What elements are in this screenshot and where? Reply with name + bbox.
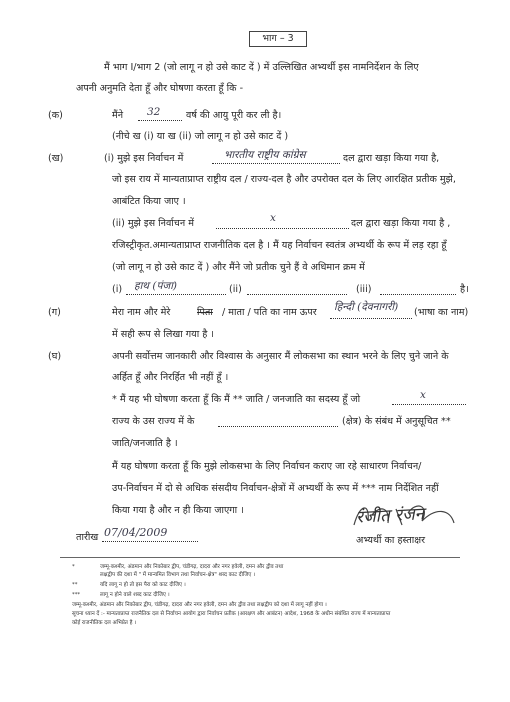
clause-ga-line-2: में सही रूप से लिखा गया है ।: [112, 329, 215, 340]
symbol-2-dotted-line: [247, 294, 347, 295]
kha-ii-post: दल द्वारा खड़ा किया गया है ,: [351, 218, 451, 229]
footnote-text: लक्षद्वीप की दशा में " में मान्यमित विभाग तथा निर्वाचन-क्षेत्र" शब्द काट दीजिए ।: [100, 572, 256, 578]
footnote-text: जम्मू-कश्मीर, अंडमान और निकोबार द्वीप, चंडीगढ़, दादरा और नगर हवेली, दमन और द्वीव तथा: [100, 564, 284, 570]
gha-line-4-pre: राज्य के उस राज्य में के: [112, 416, 195, 427]
struck-father-word: पिता: [197, 307, 213, 318]
intro-line-1: मैं भाग I/भाग 2 (जो लागू न हो उसे काट दें ) में उल्लिखित अभ्यर्थी इस नामनिर्देशन के लिए: [104, 62, 419, 73]
symbol-1-dotted-line: [126, 294, 226, 295]
clause-ga-post: (भाषा का नाम): [414, 307, 469, 318]
gha-line-3: * मैं यह भी घोषणा करता हूँ कि मैं ** जाति / जनजाति का सदस्य हूँ जो: [112, 394, 361, 405]
kha-ii-cross: x: [270, 212, 276, 224]
clause-ga-mid: / माता / पति का नाम ऊपर: [222, 307, 317, 318]
footnote-text: जम्मू-कश्मीर, अंडमान और निकोबार द्वीप, चंडीगढ़, दादरा और नगर हवेली, दमन और द्वीव तथा लक्षद्वीप को दशा में लागू नहीं होगा ।: [72, 602, 327, 608]
date-label: तारीख: [76, 532, 99, 543]
footnote-text: यदि लागू न हो तो इस पैरा को काट दीजिए ।: [100, 582, 186, 588]
candidate-signature: रंजीत रंजन: [355, 504, 425, 528]
date-value: 07/04/2009: [104, 526, 168, 539]
gha-line-7: उप-निर्वाचन में दो से अधिक संसदीय निर्वाचन-क्षेत्रों में अभ्यर्थी के रूप में *** नाम निर्देशित नहीं: [112, 483, 439, 494]
kha-i-post: दल द्वारा खड़ा किया गया है,: [343, 153, 440, 164]
gha-line-1: अपनी सर्वोत्तम जानकारी और विश्वास के अनुसार मैं लोकसभा का स्थान भरने के लिए चुने जाने के: [112, 351, 449, 362]
footnote-mark: *: [72, 564, 75, 570]
clause-kha-marker: (ख): [48, 153, 64, 164]
clause-gha-marker: (घ): [48, 351, 62, 362]
kha-i-pre: (i) मुझे इस निर्वाचन में: [104, 153, 184, 164]
clause-ga-pre: मेरा नाम और मेरे: [112, 307, 171, 318]
kha-i-line-3: आबंटित किया जाए ।: [112, 196, 186, 207]
gha-line-6: मैं यह घोषणा करता हूँ कि मुझे लोकसभा के लिए निर्वाचन कराए जा रहे साधारण निर्वाचन/: [112, 461, 422, 472]
kha-note: (नीचे ख (i) या ख (ii) जो लागू न हो उसे काट दें ): [112, 131, 289, 142]
kha-i-line-2: जो इस राय में मान्यताप्राप्त राष्ट्रीय दल / राज्य-दल है और उपरोक्त दल के लिए आरक्षित प्रतीक मुझे,: [112, 174, 456, 185]
intro-line-2: अपनी अनुमति देता हूँ और घोषणा करता हूँ कि -: [76, 83, 244, 94]
caste-cross: x: [420, 389, 426, 401]
footnote-text: सूचना ध्यान दें :- मान्यताप्राप्त राजनैतिक दल से निर्वाचन आयोग द्वारा निर्वाचन प्रतीक (आरक्षण और आबंटन) आदेश, 1968 के अधीन संबंधित राज्य में मान्यताप्राप्त: [72, 611, 391, 617]
footnote-text: कोई राजनीतिक दल अभिप्रेत है ।: [72, 620, 137, 626]
signature-caption: अभ्यर्थी का हस्ताक्षर: [356, 535, 426, 546]
footnote-mark: ***: [72, 592, 81, 598]
footnote-divider: [60, 557, 460, 558]
clause-ga-marker: (ग): [48, 307, 61, 318]
footnote-mark: **: [72, 582, 78, 588]
symbol-1-value: हाथ (पंजा): [134, 280, 178, 292]
symbol-3-label: (iii): [356, 284, 372, 295]
area-dotted-line: [218, 426, 338, 427]
language-dotted-line: [330, 318, 412, 319]
gha-line-4-post: (क्षेत्र) के संबंध में अनुसूचित **: [342, 416, 451, 427]
part-label: भाग – 3: [249, 31, 307, 47]
party-dotted-line: [212, 163, 340, 164]
symbol-2-label: (ii): [229, 284, 242, 295]
party-name-value: भारतीय राष्ट्रीय कांग्रेस: [224, 149, 306, 161]
clause-ka-pre: मैंने: [112, 110, 124, 121]
caste-dotted-line: [392, 404, 466, 405]
symbol-3-dotted-line: [380, 294, 456, 295]
gha-line-8: किया गया है और न ही किया जाएगा ।: [112, 505, 244, 516]
date-dotted-line: [102, 541, 198, 542]
age-value: 32: [147, 106, 161, 118]
age-dotted-line: [138, 120, 182, 121]
gha-line-2: अर्हित हूँ और निरर्हित भी नहीं हूँ ।: [112, 372, 229, 383]
clause-ka-marker: (क): [48, 110, 63, 121]
clause-ka-post: वर्ष की आयु पूरी कर ली है।: [186, 110, 282, 121]
kha-ii-line-2: रजिस्ट्रीकृत.अमान्यताप्राप्त राजनीतिक दल है । मैं यह निर्वाचन स्वतंत्र अभ्यर्थी के रूप में लड़ रहा हूँ: [112, 240, 447, 251]
kha-ii-pre: (ii) मुझे इस निर्वाचन में: [112, 218, 194, 229]
kha-ii-line-3: (जो लागू न हो उसे काट दें ) और मैंने जो प्रतीक चुने हैं वे अधिमान क्रम में: [112, 262, 365, 273]
language-value: हिन्दी (देवनागरी): [334, 301, 399, 313]
footnote-text: लागू न होने वाले शब्द काट दीजिए ।: [100, 592, 170, 598]
symbol-end: है।: [460, 284, 469, 295]
symbol-1-label: (i): [112, 284, 123, 295]
gha-line-5: जाति/जनजाति है ।: [112, 438, 178, 449]
kha-ii-dotted-line: [216, 228, 349, 229]
